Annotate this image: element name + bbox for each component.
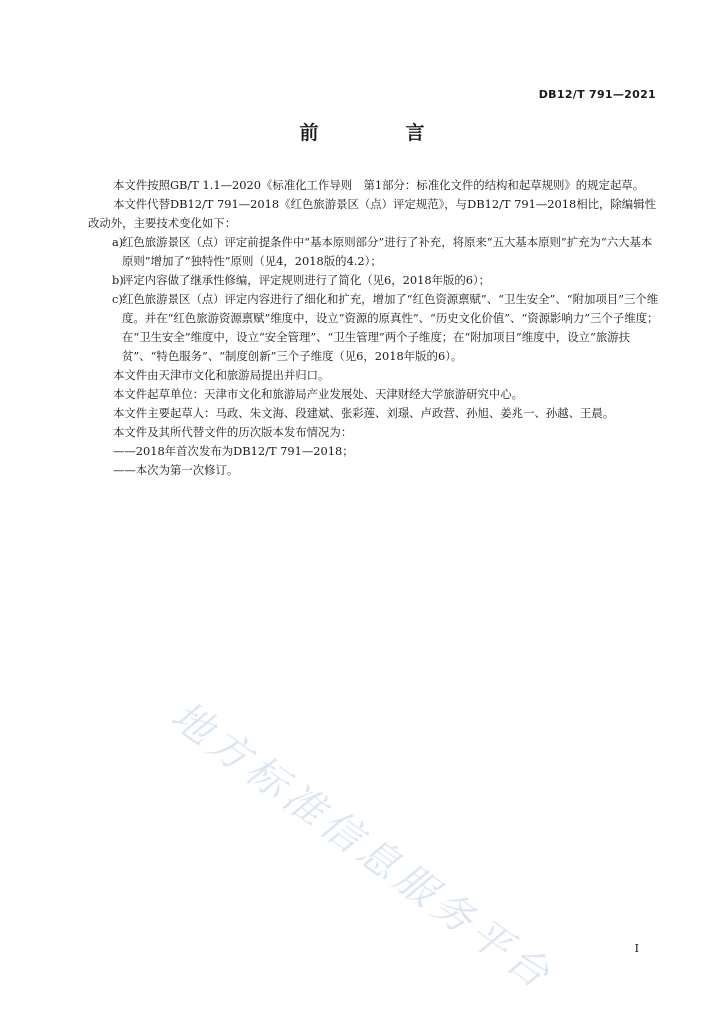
list-item-label: c)	[112, 292, 123, 306]
paragraph-history-intro: 本文件及其所代替文件的历次版本发布情况为：	[113, 425, 353, 439]
standard-code: DB12/T 791—2021	[538, 88, 656, 101]
list-item-label: a)	[112, 235, 124, 249]
list-item-label: b)	[112, 273, 124, 287]
page-title: 前 言	[299, 122, 459, 144]
paragraph-history-2018: ——2018年首次发布为DB12/T 791—2018；	[113, 444, 354, 458]
list-item	[88, 271, 660, 290]
list-item-text: 评定内容做了继承性修编，评定规则进行了简化（见6，2018年版的6）；	[122, 273, 491, 287]
list-item-text: 红色旅游景区（点）评定内容进行了细化和扩充，增加了“红色资源禀赋”、“卫生安全”、“附加项目”三个维度。并在“红色旅游资源禀赋”维度中，设立“资源的原真性”、“历史文化价值”、“资源影响力”三个子维度；在“卫生安全”维度中，设立“安全管理”、“卫生管理”两个子维度；在“附加项目”维度中，设立“旅游扶贫”、“特色服务”、“制度创新”三个子维度（见6，2018年版的6）。	[122, 292, 659, 363]
paragraph-drafters: 本文件主要起草人：马政、朱文海、段建斌、张彩莲、刘璟、卢政营、孙旭、姜兆一、孙越、王晨。	[113, 406, 615, 420]
paragraph-history-current: ——本次为第一次修订。	[113, 463, 239, 477]
watermark-text: 地方标准信息服务平台	[162, 692, 562, 1001]
paragraph-proposer: 本文件由天津市文化和旅游局提出并归口。	[113, 368, 330, 382]
list-item-text: 红色旅游景区（点）评定前提条件中“基本原则部分”进行了补充，将原来“五大基本原则”扩充为“六大基本原则”增加了“独特性”原则（见4，2018版的4.2）；	[122, 235, 653, 268]
paragraph-replacement: 本文件代替DB12/T 791—2018《红色旅游景区（点）评定规范》，与DB12/T 791—2018相比，除编辑性改动外，主要技术变化如下：	[88, 197, 656, 230]
list-item	[88, 290, 660, 366]
paragraph-drafting-rules: 本文件按照GB/T 1.1—2020《标准化工作导则 第1部分：标准化文件的结构和起草规则》的规定起草。	[113, 178, 645, 192]
page-number: I	[634, 942, 639, 955]
list-item	[88, 233, 660, 271]
paragraph-drafting-units: 本文件起草单位：天津市文化和旅游局产业发展处、天津财经大学旅游研究中心。	[113, 387, 524, 401]
document-body	[88, 176, 660, 480]
